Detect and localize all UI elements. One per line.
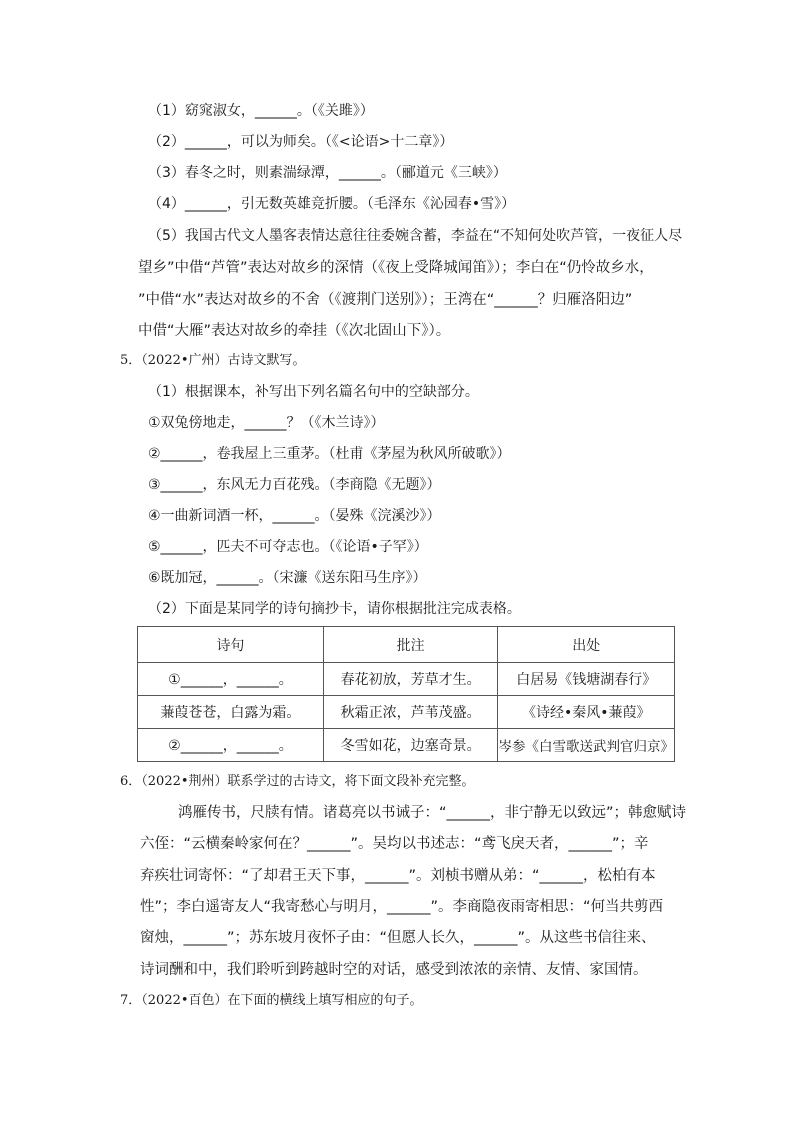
q4-item-3: （3）春冬之时，则素湍绿潭，______。（郦道元《三峡》） <box>148 165 507 181</box>
q5-item-5: ⑤______，匹夫不可夺志也。（《论语•子罕》） <box>148 539 428 555</box>
table-cell: ①______，______。 <box>138 663 324 696</box>
table-cell: 蒹葭苍苍，白露为霜。 <box>138 696 324 729</box>
q5-part2-instruction: （2）下面是某同学的诗句摘抄卡，请你根据批注完成表格。 <box>148 601 521 617</box>
poem-card-table <box>137 626 675 762</box>
q4-item-5-cont-3: 中借“大雁”表达对故乡的牵挂（《次北固山下》）。 <box>138 323 451 339</box>
q6-paragraph-line-6: 诗词酬和中，我们聆听到跨越时空的对话，感受到浓浓的亲情、友情、家国情。 <box>140 962 648 978</box>
table-row <box>138 663 675 696</box>
q4-item-2: （2）______，可以为师矣。（《<论语>十二章》） <box>148 134 454 150</box>
q4-item-4: （4）______，引无数英雄竞折腰。（毛泽东《沁园春•雪》） <box>148 196 516 212</box>
q5-item-2: ②______，卷我屋上三重茅。（杜甫《茅屋为秋风所破歌》） <box>148 446 511 462</box>
table-cell: 《诗经•秦风•蒹葭》 <box>498 696 675 729</box>
table-header-row <box>138 627 675 663</box>
q5-item-4: ④一曲新词酒一杯，______。（晏殊《浣溪沙》） <box>148 508 441 524</box>
q4-item-1: （1）窈窕淑女，______。（《关雎》） <box>148 103 374 119</box>
q5-item-6: ⑥既加冠，______。（宋濂《送东阳马生序》） <box>148 570 427 586</box>
q5-item-1: ①双兔傍地走，______？（《木兰诗》） <box>148 415 385 431</box>
table-cell: 岑参《白雪歌送武判官归京》 <box>498 729 675 762</box>
table-cell: 春花初放，芳草才生。 <box>323 663 498 696</box>
table-header-cell: 诗句 <box>138 627 324 663</box>
table-row <box>138 696 675 729</box>
q5-heading: 5．（2022•广州）古诗文默写。 <box>120 353 306 368</box>
table-cell: 秋霜正浓，芦苇茂盛。 <box>323 696 498 729</box>
q4-item-5-cont-2: ”中借“水”表达对故乡的不舍（《渡荆门送别》）；王湾在“______？归雁洛阳边” <box>138 292 633 308</box>
q6-paragraph-line-5: 窗烛，______”；苏东坡月夜怀子由：“但愿人长久，______”。从这些书信往来、 <box>140 930 656 946</box>
q4-item-5: （5）我国古代文人墨客表情达意往往委婉含蓄，李益在“不知何处吹芦管，一夜征人尽 <box>148 228 683 244</box>
table-header-cell: 出处 <box>498 627 675 663</box>
table-header-cell: 批注 <box>323 627 498 663</box>
q7-heading: 7．（2022•百色）在下面的横线上填写相应的句子。 <box>120 993 423 1008</box>
q5-item-3: ③______，东风无力百花残。（李商隐《无题》） <box>148 477 441 493</box>
q6-paragraph-line-1: 鸿雁传书，尺牍有情。诸葛亮以书诫子：“______，非宁静无以致远”；韩愈赋诗 <box>178 805 687 821</box>
table-cell: ②______，______。 <box>138 729 324 762</box>
q6-paragraph-line-4: 性”；李白遥寄友人“我寄愁心与明月，______”。李商隐夜雨寄相思：“何当共剪西 <box>140 899 664 915</box>
table-cell: 白居易《钱塘湖春行》 <box>498 663 675 696</box>
q5-part1-instruction: （1）根据课本，补写出下列名篇名句中的空缺部分。 <box>148 384 479 400</box>
q6-heading: 6．（2022•荆州）联系学过的古诗文，将下面文段补充完整。 <box>120 774 475 789</box>
q6-paragraph-line-2: 六侄：“云横秦岭家何在？______”。吴均以书述志：“鸢飞戾天者，______”；辛 <box>140 836 649 852</box>
table-cell: 冬雪如花，边塞奇景。 <box>323 729 498 762</box>
q6-paragraph-line-3: 弃疾壮词寄怀：“了却君王天下事，______”。刘桢书赠从弟：“______，松柏有本 <box>140 868 656 884</box>
q4-item-5-cont-1: 望乡”中借“芦管”表达对故乡的深情（《夜上受降城闻笛》）；李白在“仍怜故乡水， <box>138 260 654 276</box>
table-row <box>138 729 675 762</box>
